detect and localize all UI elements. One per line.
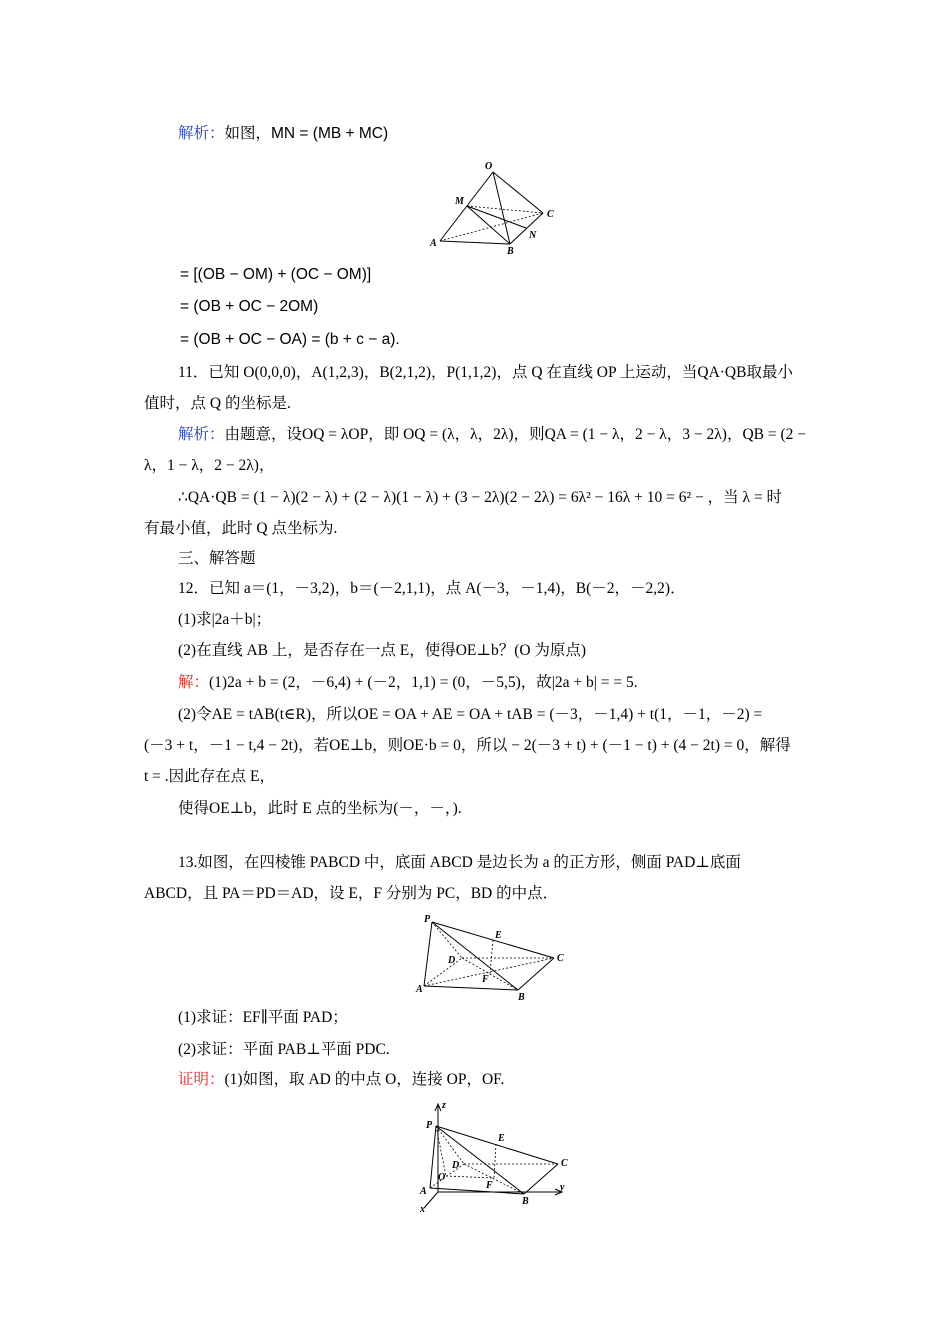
label-C: C — [557, 953, 564, 964]
label-D: D — [448, 955, 456, 966]
label-F: F — [482, 974, 489, 985]
solution-11-line-2: λ，1 − λ，2 − 2λ)， — [144, 457, 275, 474]
solution-text: (1)如图，取 AD 的中点 O，连接 OP，OF. — [224, 1071, 505, 1088]
pyramid-axes-figure — [408, 1098, 580, 1214]
solution-10-line-1 — [178, 124, 388, 144]
solution-11-line-3: ∴QA·QB = (1 − λ)(2 − λ) + (2 − λ)(1 − λ) + (3 − 2λ)(2 − 2λ) = 6λ² − 16λ + 10 = 6² − ，当 λ = 时 — [178, 489, 783, 506]
label-C: C — [547, 209, 554, 220]
question-13-part-2: (2)求证：平面 PAB⊥平面 PDC. — [178, 1041, 390, 1058]
label-A: A — [430, 238, 437, 249]
solution-12-line-5: 使得OE⊥b，此时 E 点的坐标为(－，－，). — [178, 800, 462, 817]
question-12: 12．已知 a＝(1，－3,2)，b＝(－2,1,1)，点 A(－3，－1,4)，B(－2，－2,2)． — [178, 580, 686, 597]
solution-11-line-4: 有最小值，此时 Q 点坐标为. — [144, 520, 338, 537]
label-O: O — [438, 1172, 446, 1183]
solution-11-line-1 — [178, 425, 806, 445]
section-heading: 三、解答题 — [178, 550, 256, 567]
solution-text: 由题意，设OQ = λOP，即 OQ = (λ，λ，2λ)，则QA = (1 − λ，2 − λ，3 − 2λ)，QB = (2 − — [224, 426, 807, 443]
label-x: x — [420, 1204, 425, 1214]
solution-label: 解析： — [178, 426, 225, 443]
solution-12-line-2: (2)令AE = tAB(t∈R)，所以OE = OA + AE = OA + tAB = (－3，－1,4) + t(1，－1，－2) = — [178, 706, 763, 723]
label-F: F — [486, 1180, 493, 1191]
question-12-part-1: (1)求|2a＋b|； — [178, 611, 272, 628]
label-M: M — [455, 196, 464, 207]
label-y: y — [560, 1182, 565, 1193]
question-11-line-2: 值时，点 Q 的坐标是. — [144, 395, 291, 412]
label-B: B — [522, 1196, 529, 1207]
question-13-line-2: ABCD，且 PA＝PD＝AD，设 E，F 分别为 PC，BD 的中点． — [144, 885, 559, 902]
solution-12-line-3: (－3 + t，－1 − t,4 − 2t)，若OE⊥b，则OE·b = 0，所以 − 2(－3 + t) + (－1 − t) + (4 − 2t) = 0，解得 — [144, 737, 791, 754]
label-C: C — [561, 1158, 568, 1169]
label-B: B — [507, 246, 514, 256]
solution-label: 证明： — [178, 1071, 225, 1088]
question-12-part-2: (2)在直线 AB 上，是否存在一点 E，使得OE⊥b？(O 为原点) — [178, 642, 587, 659]
label-N: N — [529, 230, 537, 241]
solution-label: 解析： — [178, 125, 225, 142]
label-A: A — [416, 984, 423, 995]
tetrahedron-figure — [425, 158, 565, 256]
derivation-line-4: = (OB + OC − OA) = (b + c − a). — [180, 331, 400, 348]
question-13-part-1: (1)求证：EF∥平面 PAD； — [178, 1009, 348, 1026]
derivation-line-3: = (OB + OC − 2OM) — [180, 298, 319, 315]
solution-12-line-1 — [178, 673, 638, 693]
solution-label: 解： — [178, 674, 210, 691]
label-E: E — [498, 1133, 505, 1144]
question-11-line-1: 11．已知 O(0,0,0)，A(1,2,3)，B(2,1,2)，P(1,1,2)，点 Q 在直线 OP 上运动，当QA·QB取最小 — [178, 364, 793, 381]
label-B: B — [518, 992, 525, 1003]
label-P: P — [424, 914, 431, 925]
label-E: E — [495, 930, 502, 941]
pyramid-figure — [412, 912, 572, 1004]
label-A: A — [420, 1186, 427, 1197]
solution-12-line-4: t = .因此存在点 E， — [144, 768, 276, 785]
label-P: P — [426, 1120, 433, 1131]
solution-13-line-1 — [178, 1070, 504, 1090]
label-O: O — [485, 161, 493, 172]
label-D: D — [452, 1160, 460, 1171]
solution-text: (1)2a + b = (2，－6,4) + (－2，1,1) = (0，－5,5)，故|2a + b| = = 5. — [209, 674, 638, 691]
label-z: z — [442, 1100, 446, 1111]
question-13-line-1: 13.如图，在四棱锥 PABCD 中，底面 ABCD 是边长为 a 的正方形，侧面 PAD⊥底面 — [178, 854, 741, 871]
derivation-line-2: = [(OB − OM) + (OC − OM)] — [180, 266, 372, 283]
solution-text: 如图，MN = (MB + MC) — [224, 125, 389, 142]
